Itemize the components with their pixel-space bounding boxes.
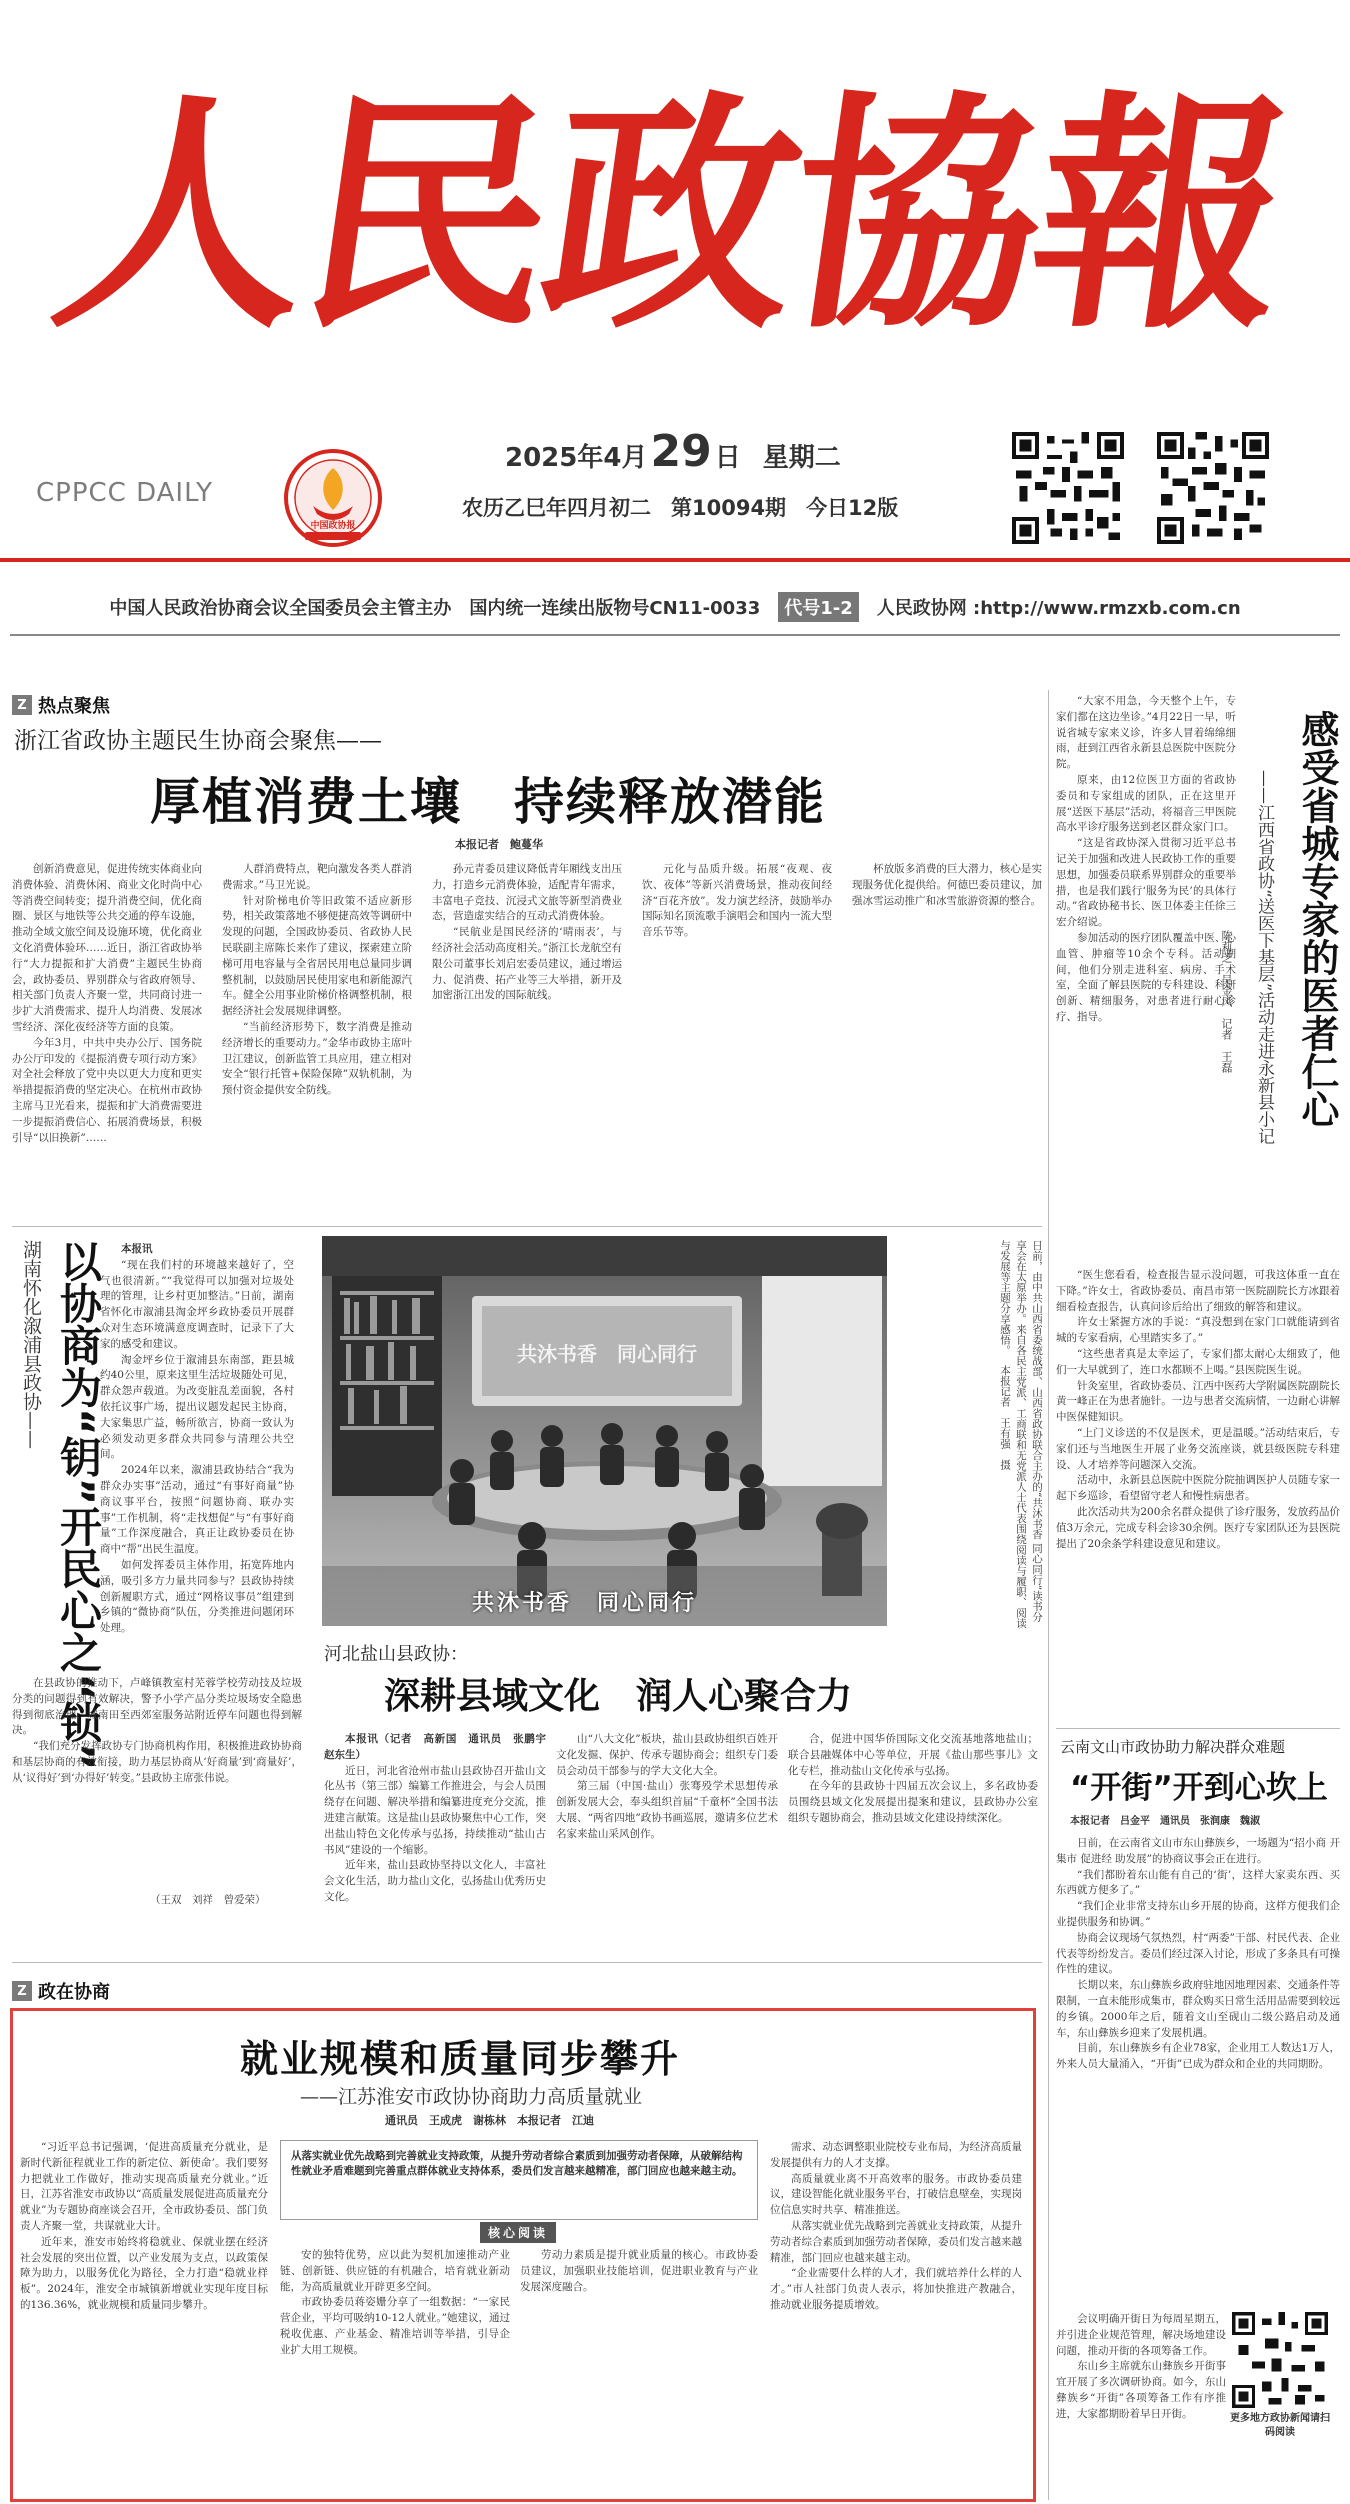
jiangxi-paragraph-9: “上门义诊送的不仅是医术，更是温暖。”活动结束后，专家们还与当地医生开展了业务交流座谈，就县级医院专科建设、人才培养等问题深入交流。: [1056, 1426, 1340, 1471]
jiangxi-subtitle: ——江西省政协“送医下基层”活动走进永新县小记: [1254, 770, 1274, 1145]
bottom-paragraph-6: 需求、动态调整职业院校专业布局，为经济高质量发展提供有力的人才支撑。: [770, 2141, 1022, 2169]
hunan-byline: 本报讯: [121, 1243, 153, 1255]
hunan-paragraph-2: 淘金坪乡位于溆浦县东南部，距县城约40公里，原来这里生活垃圾随处可见，群众怨声载道。为改变脏乱差面貌，各村依托议事广场，提出议题发起民主协商，大家集思广益，畅所欲言，协商一致认为必须发动更多群众共同参与清理公共空间。: [100, 1353, 294, 1461]
hebei-paragraph-1: 近日，河北省沧州市盐山县政协召开盐山文化丛书（第三部）编纂工作推进会，与会人员围绕存在问题、解决举措和编纂进度充分交流，推进建言献策。这是盐山县政协聚焦中心工作，突出盐山特色文化传承与弘扬，持续推动“盐山古书风”建设的一个缩影。: [324, 1764, 546, 1856]
sponsor-text: 中国人民政治协商会议全国委员会主管主办: [109, 598, 452, 619]
yunnan-paragraph-3: “我们企业非常支持东山乡开展的协商，这样方便我们企业提供服务和协调。”: [1056, 1900, 1340, 1928]
jiangxi-column-top: [1056, 694, 1236, 1262]
post-code: 代号1-2: [778, 592, 859, 622]
hot-paragraph-9: 杯放版多消费的巨大潜力，核心是实现服务优化提供给。何德巴委员建议，加强冰雪运动推广和冰雪旅游资源的整合。: [852, 863, 1042, 907]
banner-text: 共沐书香 同心同行: [517, 1342, 697, 1366]
hot-column-2: [222, 862, 412, 1216]
jiangxi-headline: 感受省城专家的医者仁心: [1295, 710, 1339, 1128]
core-reading-box: [280, 2140, 758, 2220]
cppcc-emblem: [283, 448, 383, 548]
yunnan-paragraph-8: 东山乡主席就东山彝族乡开街事宜开展了多次调研协商。如今，东山彝族乡“开街”各项筹备工作有序推进，大家都期盼着早日开街。: [1056, 2360, 1226, 2420]
bottom-paragraph-1: “习近平总书记强调，‘促进高质量充分就业，是新时代新征程就业工作的新定位、新使命’。我们要努力把就业工作做好，推动实现高质量充分就业。”近日，江苏省淮安市政协以“高质量发展促进高质量充分就业”为专题协商座谈会召开，全市政协委员、部门负责人齐聚一堂，共谋就业大计。: [20, 2141, 268, 2232]
date-day: 29: [650, 426, 712, 477]
website-link[interactable]: 人民政协网 :http://www.rmzxb.com.cn: [876, 598, 1241, 619]
bottom-paragraph-7: 高质量就业离不开高效率的服务。市政协委员建议，建设智能化就业服务平台，打破信息壁垒，实现岗位信息实时共享、精准推送。: [770, 2172, 1022, 2217]
hebei-paragraph-6: 在今年的县政协十四届五次会议上，多名政协委员围绕县域文化发展提出提案和建议，县政协办公室组织专题协商会，推动县域文化建设持续深化。: [788, 1780, 1038, 1824]
yunnan-kicker: 云南文山市政协助力解决群众难题: [1060, 1738, 1286, 1756]
hebei-paragraph-5: 合，促进中国华侨国际文化交流基地落地盐山；联合县融媒体中心等单位，开展《盐山那些事儿》文化专栏，推动盐山文化传承与弘扬。: [788, 1733, 1038, 1777]
emblem-text: 中国政协报: [310, 521, 356, 531]
info-bar: [0, 592, 1350, 622]
bottom-paragraph-5: 劳动力素质是提升就业质量的核心。市政协委员建议，加强职业技能培训，促进职业教育与产业发展深度融合。: [520, 2249, 758, 2293]
photo-credit: 本报记者 王有强 摄: [999, 1364, 1011, 1470]
jiangxi-paragraph-6: 许女士紧握方冰的手说：“真没想到在家门口就能请到省城的专家看病，心里踏实多了。”: [1056, 1316, 1340, 1345]
hebei-byline: 本报讯（记者 高新国 通讯员 张鹏宇 赵东生）: [324, 1733, 557, 1761]
hebei-column-1: [324, 1732, 557, 1912]
bottom-paragraph-8: 从落实就业优先战略到完善就业支持政策，从提升劳动者综合素质到加强劳动者保障，委员们发言越来越精准，部门回应也越来越主动。: [770, 2219, 1022, 2264]
hot-paragraph-3: 人群消费特点，靶向激发各类人群消费需求。”马卫光说。: [222, 863, 412, 891]
hot-headline: 厚植消费土壤 持续释放潜能: [150, 773, 826, 831]
hunan-paragraph-6: “我们充分发挥政协专门协商机构作用，积极推进政协协商和基层协商的有效衔接，助力基层协商从‘好商量’到‘商量好’，从‘议得好’到‘办得好’转变。”县政协主席张伟说。: [12, 1740, 302, 1784]
divider: [12, 1226, 1042, 1227]
hot-paragraph-4: 针对阶梯电价等旧政策不适应新形势，相关政策落地不够便捷高效等调研中发现的问题，全国政协委员、省政协人民民联副主席陈长来作了建议，探索建立阶梯可用电容量与全省居民用电总量同步调整机制，以鼓励居民使用家电和新能源汽车。健全公用事业阶梯价格调整机制，根据经济社会发展规律调整。: [222, 894, 412, 1018]
jiangxi-paragraph-5: “医生您看看，检查报告显示没问题，可我这体重一直在下降。”许女士，省政协委员、南昌市第一医院副院长方冰跟着细看检查报告，认真问诊后给出了细致的解答和建议。: [1056, 1269, 1340, 1313]
divider: [1056, 1728, 1340, 1729]
masthead-red-bar: [0, 558, 1350, 562]
hot-column-1: [12, 862, 202, 1216]
bottom-column-3: [520, 2248, 758, 2490]
bottom-tag-label: 政在协商: [38, 1982, 110, 2003]
issue-line: [462, 492, 898, 522]
photo-caption-text: 日前，由中共山西省委统战部、山西省政协联合主办的“共沐书香 同心同行”读书分享会在太原举办。来自各民主党派、工商联和无党派人士代表围绕阅读与履职、阅读与发展等主题分享感悟。: [999, 1240, 1043, 1629]
hebei-kicker: 河北盐山县政协：: [324, 1644, 468, 1665]
jiangxi-paragraph-3: “这是省政协深入贯彻习近平总书记关于加强和改进人民政协工作的重要思想，加强委员联系界别群众的重要举措，也是我们践行‘服务为民’的具体行动。”省政协秘书长、医卫体委主任徐三宏介绍说。: [1056, 837, 1236, 929]
hot-column-3: [432, 862, 622, 1216]
date-suffix: 日: [714, 443, 741, 473]
date-prefix: 2025年4月: [505, 443, 648, 473]
lunar-date: 农历乙巳年四月初二: [462, 496, 651, 520]
section-z-icon: Z: [12, 1981, 32, 2001]
hot-paragraph-2: 今年3月，中共中央办公厅、国务院办公厅印发的《提振消费专项行动方案》对全社会释放了党中央以更大力度和更实举措提振消费的坚定决心。在杭州市政协主席马卫光看来，提振和扩大消费需要进一步提振消费信心、拓展消费场景，积极引导“以旧换新”……: [12, 1036, 202, 1144]
weekday: 星期二: [762, 443, 841, 473]
jiangxi-paragraph-1: “大家不用急，今天整个上午，专家们都在这边坐诊。”4月22日一早，听说省城专家来义诊，许多人冒着绵绵细雨，赶到江西省永新县总医院中医院分院。: [1056, 695, 1236, 771]
hunan-paragraph-3: 2024年以来，溆浦县政协结合“我为群众办实事”活动，通过“有事好商量”协商议事平台，按照“问题协商、联办实事”工作机制，将“走找想促”与“有事好商量”工作深度融合，真正让政协委员在协商中“帮”出民生温度。: [100, 1464, 294, 1556]
hot-column-5: [852, 862, 1042, 1216]
hunan-headline: 以协商为“钥”开民心之“锁”: [54, 1240, 103, 1771]
photo-overlay-caption: 共沐书香 同心同行: [472, 1590, 698, 1616]
masthead: [0, 0, 1350, 590]
yunnan-column-bottom: [1056, 2312, 1226, 2498]
hot-kicker: 浙江省政协主题民生协商会聚焦——: [14, 728, 382, 754]
bottom-byline: 通讯员 王成虎 谢栋林 本报记者 江迪: [385, 2114, 594, 2127]
issue-number: 第10094期: [671, 496, 787, 520]
bottom-subtitle: ——江苏淮安市政协协商助力高质量就业: [300, 2086, 643, 2108]
jiangxi-paragraph-2: 原来，由12位医卫方面的省政协委员和专家组成的团队，正在这里开展“送医下基层”活动，将福音三甲医院高水平诊疗服务送到老区群众家门口。: [1056, 773, 1236, 834]
bottom-headline: 就业规模和质量同步攀升: [240, 2037, 681, 2081]
yunnan-headline: “开街”开到心坎上: [1070, 1770, 1328, 1806]
hebei-paragraph-3: 山“八大文化”板块，盐山县政协组织百姓开文化发掘、保护、传承专题协商会；组织专门委员会动员干部参与的学大文化大全。: [556, 1733, 778, 1777]
page-count: 今日12版: [806, 496, 899, 520]
jiangxi-paragraph-4: 参加活动的医疗团队覆盖中医、心血管、肿瘤等10余个专科。活动期间，他们分别走进科室、病房、手术室，全面了解县医院的专科建设、科研创新、精细服务，对患者进行耐心诊疗、指导。: [1056, 931, 1236, 1023]
yunnan-paragraph-2: “我们都盼着东山能有自己的‘街’，这样大家卖东西、买东西就方便多了。”: [1056, 1868, 1340, 1897]
bottom-section-tag: [12, 1978, 110, 2004]
hunan-paragraph-1: “现在我们村的环境越来越好了，空气也很清新。”“我觉得可以加强对垃圾处理的管理，让乡村更加整洁。”日前，湖南省怀化市溆浦县淘金坪乡政协委员开展群众对生态环境满意度调查时，记录下了大家的感受和建议。: [100, 1258, 294, 1350]
hebei-column-3: [788, 1732, 1038, 1912]
qr-caption: 更多地方政协新闻请扫码阅读: [1230, 2413, 1330, 2438]
bottom-column-2: [280, 2248, 510, 2490]
divider: [12, 1962, 1042, 1963]
hunan-column-2: [12, 1676, 302, 1886]
hot-tag-label: 热点聚焦: [38, 696, 110, 717]
hebei-paragraph-4: 第三届（中国·盐山）张骞殁学术思想传承创新发展大会，奉头组织首届“千童杯”全国书法大展、“两省四地”政协书画巡展，邀请多位艺术名家来盐山采风创作。: [556, 1780, 778, 1840]
hot-section-tag: [12, 692, 110, 718]
hunan-side-title: 湖南怀化溆浦县政协——: [20, 1240, 42, 1449]
qr-code-left[interactable]: [1012, 432, 1124, 544]
qr-code-right[interactable]: [1157, 432, 1269, 544]
hot-paragraph-5: “当前经济形势下，数字消费是推动经济增长的重要动力。”金华市政协主席叶卫江建议，创新监管工具应用，建立相对安全“银行托管+保险保障”双轨机制，为预付资金提供安全防线。: [222, 1020, 412, 1097]
date-line: [505, 426, 841, 477]
yunnan-paragraph-6: 目前，东山彝族乡有企业78家，企业用工人数达1万人，外来人员大量涌入，“开街”已成为群众和企业的共同期盼。: [1056, 2042, 1340, 2071]
divider: [1048, 690, 1049, 2500]
hunan-paragraph-5: 在县政协的推动下，卢峰镇教室村芜蓉学校劳动技及垃圾分类的问题得到有效解决，警予小学产品分类垃圾场安全隐患得到彻底治理，城南田至西郊室服务站附近停车问题也得到解决。: [12, 1677, 302, 1737]
bottom-paragraph-9: “企业需要什么样的人才，我们就培养什么样的人才。”市人社部门负责人表示，将加快推进产教融合，推动就业服务提质增效。: [770, 2267, 1022, 2311]
hot-paragraph-8: 元化与品质升级。拓展“夜观、夜饮、夜体”等新兴消费场景，推动夜间经济“百花齐放”。发力演艺经济，鼓励举办国际知名顶流歌手演唱会和国内一流大型音乐节等。: [642, 863, 832, 939]
hunan-paragraph-4: 如何发挥委员主体作用，拓宽阵地内涵，吸引多方力量共同参与？县政协持续创新履职方式，通过“网格议事员”组建到乡镇的“微协商”队伍，分类推进问题闭环处理。: [100, 1558, 294, 1635]
divider: [10, 634, 1340, 636]
core-reading-label: 核心阅读: [480, 2222, 556, 2243]
yunnan-paragraph-4: 协商会议现场气氛热烈，村“两委”干部、村民代表、企业代表等纷纷发言。委员们经过深入讨论，形成了多条具有可操作性的建议。: [1056, 1931, 1340, 1976]
english-title: CPPCC DAILY: [36, 478, 214, 508]
section-z-icon: Z: [12, 695, 32, 715]
jiangxi-paragraph-7: “这些患者真是太幸运了，专家们都太耐心太细致了，他们一大早就到了，连口水都顾不上喝。”县医院医生说。: [1056, 1347, 1340, 1376]
hunan-signature: （王双 刘祥 曾爱荣）: [150, 1894, 266, 1906]
reading-event-photo: [322, 1236, 887, 1626]
jiangxi-byline: 陈莉芝 吴金风 记者 王磊: [1220, 930, 1233, 1073]
yunnan-paragraph-7: 会议明确开街日为每周星期五，并引进企业规范管理，解决场地建设问题，推动开街的各项筹备工作。: [1056, 2313, 1226, 2357]
hot-byline: 本报记者 鲍蔓华: [455, 838, 543, 851]
hebei-paragraph-2: 近年来，盐山县政协坚持以文化人，丰富社会文化生活，助力盐山文化，弘扬盐山优秀历史文化。: [324, 1859, 546, 1903]
jiangxi-paragraph-11: 此次活动共为200余名群众提供了诊疗服务，发放药品价值3万余元，完成专科会诊30余例。医疗专家团队还为县医院提出了20余条学科建设意见和建议。: [1056, 1505, 1340, 1550]
bottom-paragraph-4: 市政协委员蒋姿姗分享了一组数据：“一家民营企业，平均可吸纳10-12人就业。”她建议，通过税收优惠、产业基金、精准培训等举措，引导企业扩大用工规模。: [280, 2296, 510, 2356]
jiangxi-column-bottom: [1056, 1268, 1340, 1720]
hot-paragraph-6: 孙元青委员建议降低青年厢线支出压力，打造乡元消费体验，适配青年需求，丰富电子竞技、沉浸式文旅等新型消费业态，营造虚实结合的互动式消费体验。: [432, 863, 622, 923]
jiangxi-paragraph-10: 活动中，永新县总医院中医院分院抽调医护人员随专家一起下乡巡诊，看望留守老人和慢性病患者。: [1056, 1474, 1340, 1503]
hebei-column-2: [556, 1732, 778, 1912]
jiangxi-paragraph-8: 针灸室里，省政协委员、江西中医药大学附属医院副院长黄一峰正在为患者施针。一边与患者交流病情，一边耐心讲解中医保健知识。: [1056, 1379, 1340, 1424]
bottom-column-1: [20, 2140, 268, 2490]
yunnan-paragraph-1: 日前，在云南省文山市东山彝族乡，一场题为“招小商 开集市 促进经 助发展”的协商议事会正在进行。: [1056, 1837, 1340, 1865]
hot-column-4: [642, 862, 832, 1216]
bottom-paragraph-2: 近年来，淮安市始终将稳就业、保就业摆在经济社会发展的突出位置，以产业发展为支点，以政策保障为助力，以服务优化为路径，全力打造“稳就业样板”。2024年，淮安全市城镇新增就业实现年度目标的136.36%，就业规模和质量同步攀升。: [20, 2235, 268, 2311]
hebei-headline: 深耕县域文化 润人心聚合力: [384, 1676, 853, 1717]
hot-paragraph-1: 创新消费意见，促进传统实体商业向消费体验、消费休闲、商业文化时尚中心等消费空间转变；提升消费空间，优化商圈、景区与地铁等公共交通的停车设施，推动全域文旅空间及设施环境，优化商业文化消费体验环……近日，浙江省政协举行“大力提振和扩大消费”主题民生协商会，政协委员、界别群众与省政府领导、相关部门负责人齐聚一堂，共同商讨进一步扩大消费需求、提升人均消费、发展冰雪经济、深化夜经济等方面的良策。: [12, 863, 202, 1033]
yunnan-paragraph-5: 长期以来，东山彝族乡政府驻地因地理因素、交通条件等限制，一直未能形成集市，群众购买日常生活用品需要到较远的乡镇。2000年之后，随着文山至砚山二级公路启动及通车，东山彝族乡迎来了发展机遇。: [1056, 1979, 1340, 2039]
hunan-column-1: [100, 1242, 294, 1667]
core-reading-text: 从落实就业优先战略到完善就业支持政策，从提升劳动者综合素质到加强劳动者保障，从破解结构性就业矛盾难题到完善重点群体就业支持体系，委员们发言越来越精准，部门回应也越来越主动。: [291, 2150, 743, 2177]
cn-number: 国内统一连续出版物号CN11-0033: [469, 598, 761, 619]
bottom-paragraph-3: 安的独特优势，应以此为契机加速推动产业链、创新链、供应链的有机融合，培育就业新动能，为高质量就业开辟更多空间。: [280, 2249, 510, 2293]
yunnan-byline: 本报记者 吕金平 通讯员 张润康 魏淑: [1070, 1816, 1260, 1827]
masthead-title: 人民政協報: [39, 68, 1301, 362]
photo-caption: [895, 1240, 1045, 1630]
hot-paragraph-7: “民航业是国民经济的‘晴雨表’，与经济社会活动高度相关。”浙江长龙航空有限公司董事长刘启宏委员建议，通过增运力、促消费、拓产业等三大举措，新开及加密浙江出发的国际航线。: [432, 926, 622, 1002]
qr-code-local-news[interactable]: [1232, 2312, 1328, 2408]
bottom-column-4: [770, 2140, 1022, 2490]
yunnan-column: [1056, 1836, 1340, 2306]
